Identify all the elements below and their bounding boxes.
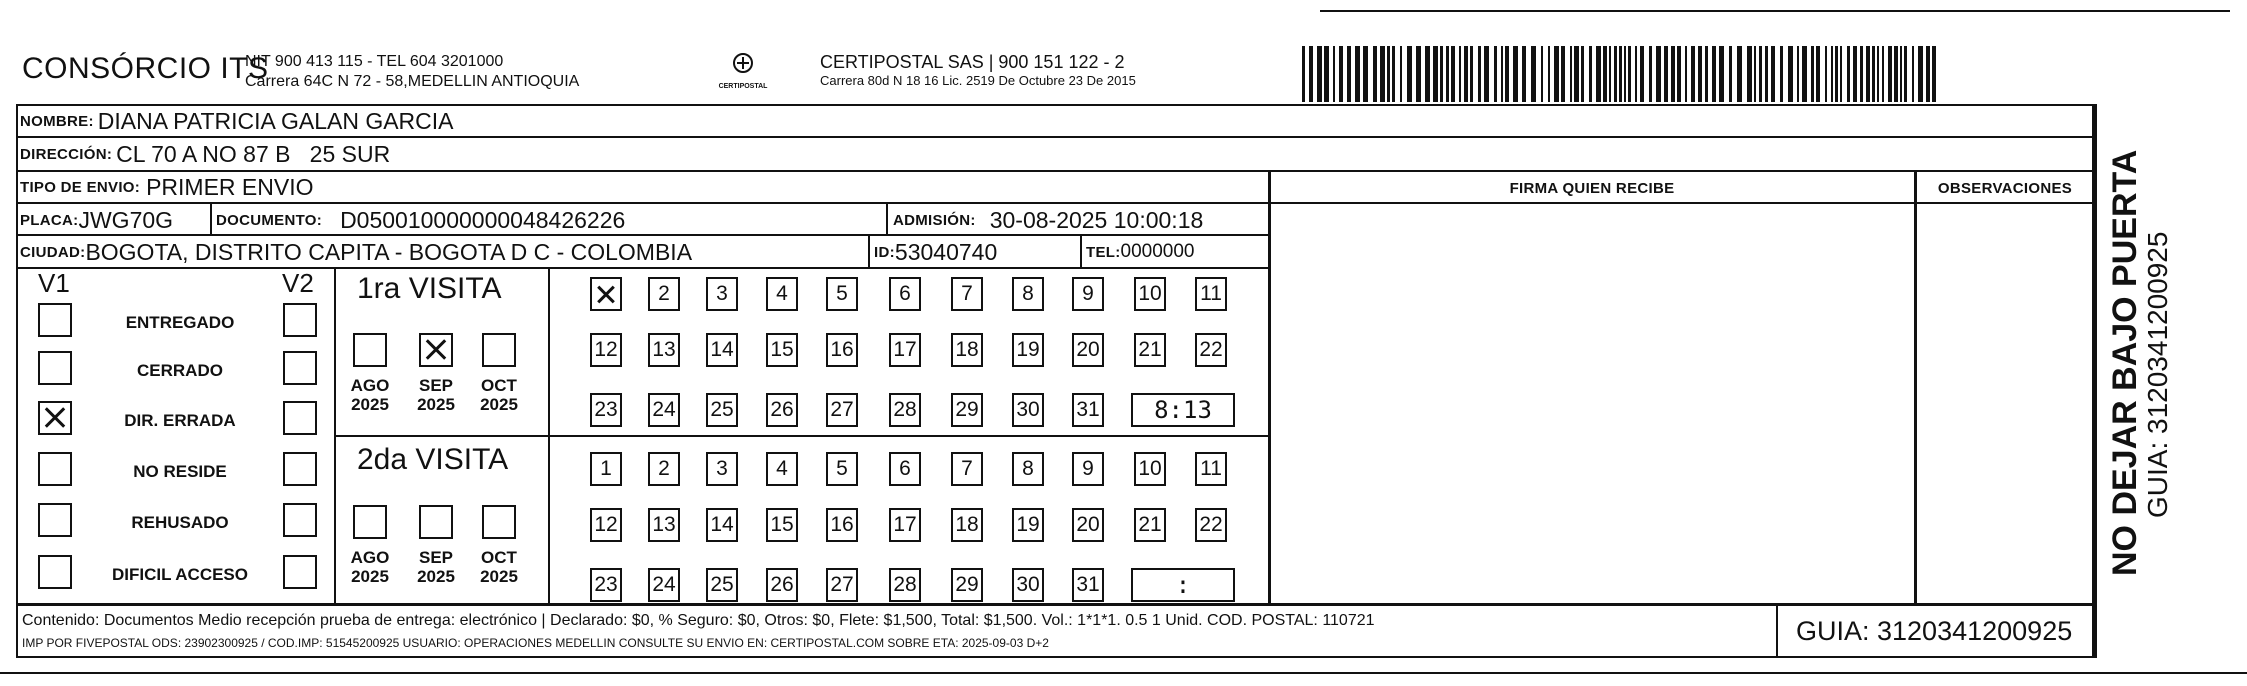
day-box[interactable]: 10 bbox=[1134, 452, 1166, 486]
v1-header: V1 bbox=[38, 268, 70, 298]
barcode-bar bbox=[1624, 46, 1626, 102]
company-nit: NIT 900 413 115 - TEL 604 3201000 bbox=[245, 53, 504, 70]
id-cell bbox=[874, 235, 997, 269]
barcode-bar bbox=[1894, 46, 1898, 102]
barcode-bar bbox=[1691, 46, 1695, 102]
barcode-bar bbox=[1333, 46, 1335, 102]
barcode-bar bbox=[1712, 46, 1716, 102]
barcode-bar bbox=[1589, 46, 1592, 102]
v2-checkbox[interactable] bbox=[283, 351, 317, 385]
month-label bbox=[411, 376, 461, 414]
day-box[interactable]: 19 bbox=[1012, 333, 1044, 367]
month-checkbox[interactable] bbox=[419, 505, 453, 539]
direccion-row bbox=[20, 137, 390, 171]
barcode-bar bbox=[1729, 46, 1732, 102]
v2-checkbox[interactable] bbox=[283, 452, 317, 486]
day-box[interactable]: 25 bbox=[706, 393, 738, 427]
day-box[interactable]: 20 bbox=[1072, 333, 1104, 367]
v2-checkbox[interactable] bbox=[283, 503, 317, 537]
status-option-label: NO RESIDE bbox=[133, 462, 227, 481]
day-box[interactable]: 10 bbox=[1134, 277, 1166, 311]
day-box[interactable]: 26 bbox=[766, 568, 798, 602]
barcode-bar bbox=[1548, 46, 1550, 102]
day-box[interactable]: 14 bbox=[706, 333, 738, 367]
barcode-bar bbox=[1765, 46, 1768, 102]
v2-checkbox[interactable] bbox=[283, 303, 317, 337]
barcode-bar bbox=[1866, 46, 1870, 102]
tel-value: 0000000 bbox=[1120, 241, 1195, 262]
day-box[interactable]: 11 bbox=[1195, 277, 1227, 311]
month-name: SEP bbox=[418, 548, 454, 567]
barcode-bar bbox=[1425, 46, 1430, 102]
day-box[interactable]: 22 bbox=[1195, 333, 1227, 367]
status-option-label: CERRADO bbox=[137, 361, 223, 380]
barcode-bar bbox=[1811, 46, 1814, 102]
day-box[interactable] bbox=[590, 277, 622, 311]
day-box[interactable]: 27 bbox=[826, 568, 858, 602]
logo-text: CERTIPOSTAL bbox=[718, 83, 768, 90]
barcode-bar bbox=[1554, 46, 1559, 102]
barcode-bar bbox=[1737, 46, 1742, 102]
day-box[interactable]: 30 bbox=[1012, 568, 1044, 602]
barcode-bar bbox=[1433, 46, 1438, 102]
barcode-bar bbox=[1882, 46, 1884, 102]
day-box[interactable]: 21 bbox=[1134, 333, 1166, 367]
status-option-label: DIR. ERRADA bbox=[124, 411, 236, 430]
day-box[interactable]: 11 bbox=[1195, 452, 1227, 486]
placa-row bbox=[20, 203, 173, 237]
visit-time-box[interactable]: : bbox=[1131, 568, 1235, 602]
v1-checkbox[interactable] bbox=[38, 401, 72, 435]
footer-imp: IMP POR FIVEPOSTAL ODS: 23902300925 / COD.IMP: 51545200925 USUARIO: OPERACIONES MEDELLIN CONSULTE SU ENVIO EN: CERTIPOSTAL.COM SOBRE ETA: 2025-09-03 D+2 bbox=[22, 636, 1049, 650]
day-box[interactable]: 27 bbox=[826, 393, 858, 427]
barcode-bar bbox=[1888, 46, 1892, 102]
main-divider bbox=[16, 603, 2094, 606]
barcode-bar bbox=[1561, 46, 1565, 102]
day-box[interactable]: 24 bbox=[648, 393, 680, 427]
day-box[interactable]: 3 bbox=[706, 277, 738, 311]
month-year: 2025 bbox=[480, 567, 518, 586]
barcode-bar bbox=[1522, 46, 1526, 102]
bottom-rule bbox=[0, 672, 2247, 674]
barcode-bar bbox=[1900, 46, 1902, 102]
month-name: AGO bbox=[350, 548, 390, 567]
barcode-bar bbox=[1400, 46, 1402, 102]
barcode-bar bbox=[1835, 46, 1838, 102]
day-box[interactable]: 31 bbox=[1072, 568, 1104, 602]
ciudad-row bbox=[20, 235, 692, 269]
observaciones-label: OBSERVACIONES bbox=[1937, 180, 2073, 197]
v1-checkbox[interactable] bbox=[38, 452, 72, 486]
placa-value: JWG70G bbox=[78, 206, 174, 233]
barcode-bar bbox=[1603, 46, 1607, 102]
day-box[interactable]: 28 bbox=[889, 393, 921, 427]
day-box[interactable]: 17 bbox=[889, 508, 921, 542]
barcode-bar bbox=[1853, 46, 1857, 102]
month-name: OCT bbox=[481, 376, 517, 395]
day-box[interactable]: 13 bbox=[648, 333, 680, 367]
day-box[interactable]: 9 bbox=[1072, 452, 1104, 486]
barcode-bar bbox=[1904, 46, 1907, 102]
day-box[interactable]: 30 bbox=[1012, 393, 1044, 427]
barcode-icon bbox=[1302, 46, 1942, 107]
barcode-bar bbox=[1387, 46, 1390, 102]
carrier-info bbox=[820, 52, 1136, 88]
day-box[interactable]: 28 bbox=[889, 568, 921, 602]
month-year: 2025 bbox=[351, 567, 389, 586]
barcode-bar bbox=[1581, 46, 1584, 102]
barcode-bar bbox=[1747, 46, 1752, 102]
day-box[interactable]: 29 bbox=[951, 393, 983, 427]
visit-time-box[interactable]: 8:13 bbox=[1131, 393, 1235, 427]
documento-cell bbox=[216, 203, 625, 237]
placa-label: PLACA: bbox=[20, 211, 79, 229]
admision-cell bbox=[893, 203, 1203, 237]
barcode-bar bbox=[1440, 46, 1443, 102]
barcode-bar bbox=[1505, 46, 1509, 102]
tipo-row bbox=[20, 170, 313, 204]
direccion-label: DIRECCIÓN: bbox=[20, 145, 113, 163]
v2-checkbox[interactable] bbox=[283, 555, 317, 589]
barcode-bar bbox=[1677, 46, 1681, 102]
month-checkbox[interactable] bbox=[353, 333, 387, 367]
barcode-bar bbox=[1416, 46, 1421, 102]
barcode-bar bbox=[1446, 46, 1449, 102]
barcode-bar bbox=[1926, 46, 1930, 102]
day-box[interactable]: 3 bbox=[706, 452, 738, 486]
barcode-bar bbox=[1501, 46, 1503, 102]
barcode-bar bbox=[1609, 46, 1611, 102]
month-label bbox=[411, 548, 461, 586]
barcode-bar bbox=[1614, 46, 1617, 102]
carrier-name: CERTIPOSTAL SAS | 900 151 122 - 2 bbox=[820, 52, 1125, 72]
nombre-label: NOMBRE: bbox=[20, 112, 94, 130]
barcode-bar bbox=[1339, 46, 1343, 102]
barcode-bar bbox=[1932, 46, 1936, 102]
barcode-bar bbox=[1392, 46, 1395, 102]
month-year: 2025 bbox=[417, 395, 455, 414]
status-option-label: DIFICIL ACCESO bbox=[111, 565, 248, 584]
v2-checkbox[interactable] bbox=[283, 401, 317, 435]
side-guia: GUIA: 3120341200925 bbox=[2142, 231, 2173, 518]
day-box[interactable]: 21 bbox=[1134, 508, 1166, 542]
day-box[interactable]: 23 bbox=[590, 568, 622, 602]
barcode-bar bbox=[1649, 46, 1652, 102]
barcode-bar bbox=[1671, 46, 1675, 102]
barcode-bar bbox=[1664, 46, 1668, 102]
day-box[interactable]: 15 bbox=[766, 333, 798, 367]
barcode-bar bbox=[1825, 46, 1827, 102]
barcode-bar bbox=[1877, 46, 1879, 102]
month-label bbox=[474, 548, 524, 586]
nombre-row bbox=[20, 104, 454, 138]
company-name: CONSÓRCIO ITS bbox=[22, 52, 269, 85]
ciudad-label: CIUDAD: bbox=[20, 243, 86, 261]
month-year: 2025 bbox=[417, 567, 455, 586]
day-box[interactable]: 1 bbox=[590, 452, 622, 486]
barcode-bar bbox=[1451, 46, 1455, 102]
tel-cell bbox=[1086, 235, 1195, 269]
barcode-bar bbox=[1531, 46, 1536, 102]
barcode-bar bbox=[1596, 46, 1601, 102]
day-box[interactable]: 18 bbox=[951, 333, 983, 367]
tipo-label: TIPO DE ENVIO: bbox=[20, 178, 141, 196]
barcode-bar bbox=[1324, 46, 1329, 102]
month-checkbox[interactable] bbox=[482, 333, 516, 367]
barcode-bar bbox=[1816, 46, 1820, 102]
day-box[interactable]: 26 bbox=[766, 393, 798, 427]
month-label bbox=[474, 376, 524, 414]
tipo-value: PRIMER ENVIO bbox=[146, 173, 314, 200]
day-box[interactable]: 17 bbox=[889, 333, 921, 367]
month-label bbox=[345, 376, 395, 414]
barcode-bar bbox=[1840, 46, 1842, 102]
second-visit-label: 2da VISITA bbox=[357, 443, 509, 476]
v1-checkbox[interactable] bbox=[38, 303, 72, 337]
barcode-bar bbox=[1484, 46, 1489, 102]
documento-label: DOCUMENTO: bbox=[216, 211, 323, 229]
barcode-bar bbox=[1685, 46, 1687, 102]
day-box[interactable]: 23 bbox=[590, 393, 622, 427]
day-box[interactable]: 2 bbox=[648, 452, 680, 486]
barcode-bar bbox=[1541, 46, 1543, 102]
barcode-bar bbox=[1847, 46, 1850, 102]
day-box[interactable]: 25 bbox=[706, 568, 738, 602]
barcode-bar bbox=[1513, 46, 1518, 102]
month-name: OCT bbox=[481, 548, 517, 567]
v1-checkbox[interactable] bbox=[38, 351, 72, 385]
v1-checkbox[interactable] bbox=[38, 555, 72, 589]
day-box[interactable]: 2 bbox=[648, 277, 680, 311]
footer-guia: GUIA: 3120341200925 bbox=[1796, 616, 2073, 646]
day-box[interactable]: 15 bbox=[766, 508, 798, 542]
barcode-bar bbox=[1619, 46, 1622, 102]
barcode-bar bbox=[1464, 46, 1468, 102]
month-year: 2025 bbox=[480, 395, 518, 414]
barcode-bar bbox=[1640, 46, 1644, 102]
barcode-bar bbox=[1912, 46, 1914, 102]
footer-contenido: Contenido: Documentos Medio recepción prueba de entrega: electrónico | Declarado: $0, % Seguro: $0, Otros: $0, Flete: $1,500, Total: $1,500. Vol.: 1*1*1. 0.5 1 Unid. COD. POSTAL: 110721 bbox=[22, 612, 1375, 629]
day-box[interactable]: 7 bbox=[951, 452, 983, 486]
firma-label: FIRMA QUIEN RECIBE bbox=[1509, 180, 1675, 197]
tel-label: TEL: bbox=[1086, 243, 1121, 261]
barcode-bar bbox=[1407, 46, 1412, 102]
admision-label: ADMISIÓN: bbox=[893, 211, 976, 229]
barcode-bar bbox=[1373, 46, 1377, 102]
day-box[interactable]: 13 bbox=[648, 508, 680, 542]
barcode-bar bbox=[1363, 46, 1368, 102]
barcode-bar bbox=[1797, 46, 1799, 102]
barcode-bar bbox=[1831, 46, 1833, 102]
id-value: 53040740 bbox=[894, 238, 998, 265]
day-box[interactable]: 19 bbox=[1012, 508, 1044, 542]
company-address: Carrera 64C N 72 - 58,MEDELLIN ANTIOQUIA bbox=[245, 73, 580, 90]
direccion-value: CL 70 A NO 87 B 25 SUR bbox=[116, 140, 391, 167]
barcode-bar bbox=[1656, 46, 1661, 102]
first-visit-label: 1ra VISITA bbox=[357, 272, 502, 305]
barcode-bar bbox=[1355, 46, 1360, 102]
top-rule bbox=[1320, 10, 2230, 12]
day-box[interactable]: 16 bbox=[826, 333, 858, 367]
company-info bbox=[245, 52, 579, 92]
barcode-bar bbox=[1628, 46, 1631, 102]
ciudad-value: BOGOTA, DISTRITO CAPITA - BOGOTA D C - COLOMBIA bbox=[85, 238, 693, 265]
barcode-bar bbox=[1347, 46, 1351, 102]
day-box[interactable]: 9 bbox=[1072, 277, 1104, 311]
month-name: SEP bbox=[418, 376, 454, 395]
status-option-label: REHUSADO bbox=[131, 513, 229, 532]
day-box[interactable]: 8 bbox=[1012, 277, 1044, 311]
barcode-bar bbox=[1754, 46, 1756, 102]
month-checkbox[interactable] bbox=[419, 333, 453, 367]
carrier-address: Carrera 80d N 18 16 Lic. 2519 De Octubre 23 De 2015 bbox=[820, 73, 1136, 88]
barcode-bar bbox=[1574, 46, 1579, 102]
day-box[interactable]: 5 bbox=[826, 277, 858, 311]
barcode-bar bbox=[1302, 46, 1305, 102]
day-box[interactable]: 29 bbox=[951, 568, 983, 602]
day-box[interactable]: 6 bbox=[889, 277, 921, 311]
barcode-bar bbox=[1802, 46, 1807, 102]
month-label bbox=[345, 548, 395, 586]
month-year: 2025 bbox=[351, 395, 389, 414]
day-box[interactable]: 7 bbox=[951, 277, 983, 311]
barcode-bar bbox=[1309, 46, 1313, 102]
day-box[interactable]: 8 bbox=[1012, 452, 1044, 486]
day-box[interactable]: 31 bbox=[1072, 393, 1104, 427]
barcode-bar bbox=[1635, 46, 1637, 102]
side-warning: NO DEJAR BAJO PUERTA bbox=[2106, 149, 2144, 576]
barcode-bar bbox=[1759, 46, 1762, 102]
barcode-bar bbox=[1918, 46, 1923, 102]
day-box[interactable]: 14 bbox=[706, 508, 738, 542]
month-checkbox[interactable] bbox=[482, 505, 516, 539]
barcode-bar bbox=[1459, 46, 1461, 102]
barcode-bar bbox=[1698, 46, 1702, 102]
barcode-bar bbox=[1771, 46, 1775, 102]
day-box[interactable]: 12 bbox=[590, 333, 622, 367]
barcode-bar bbox=[1317, 46, 1322, 102]
barcode-bar bbox=[1719, 46, 1724, 102]
barcode-bar bbox=[1570, 46, 1572, 102]
barcode-bar bbox=[1860, 46, 1863, 102]
barcode-bar bbox=[1780, 46, 1783, 102]
day-box[interactable]: 6 bbox=[889, 452, 921, 486]
month-name: AGO bbox=[350, 376, 390, 395]
status-option-label: ENTREGADO bbox=[125, 313, 235, 332]
barcode-bar bbox=[1478, 46, 1481, 102]
barcode-bar bbox=[1380, 46, 1385, 102]
admision-value: 30-08-2025 10:00:18 bbox=[989, 206, 1204, 233]
day-box[interactable]: 24 bbox=[648, 568, 680, 602]
certipostal-logo bbox=[708, 52, 778, 90]
day-box[interactable]: 18 bbox=[951, 508, 983, 542]
day-box[interactable]: 16 bbox=[826, 508, 858, 542]
nombre-value: DIANA PATRICIA GALAN GARCIA bbox=[97, 107, 454, 134]
day-box[interactable]: 22 bbox=[1195, 508, 1227, 542]
barcode-bar bbox=[1494, 46, 1497, 102]
barcode-bar bbox=[1705, 46, 1708, 102]
day-box[interactable]: 4 bbox=[766, 277, 798, 311]
barcode-bar bbox=[1788, 46, 1793, 102]
documento-value: D050010000000048426226 bbox=[340, 206, 626, 233]
month-checkbox[interactable] bbox=[353, 505, 387, 539]
v1-checkbox[interactable] bbox=[38, 503, 72, 537]
day-box[interactable]: 4 bbox=[766, 452, 798, 486]
barcode-bar bbox=[1470, 46, 1473, 102]
day-box[interactable]: 20 bbox=[1072, 508, 1104, 542]
day-box[interactable]: 5 bbox=[826, 452, 858, 486]
day-box[interactable]: 12 bbox=[590, 508, 622, 542]
barcode-bar bbox=[1872, 46, 1875, 102]
id-label: ID: bbox=[874, 243, 895, 261]
v2-header: V2 bbox=[282, 268, 314, 298]
